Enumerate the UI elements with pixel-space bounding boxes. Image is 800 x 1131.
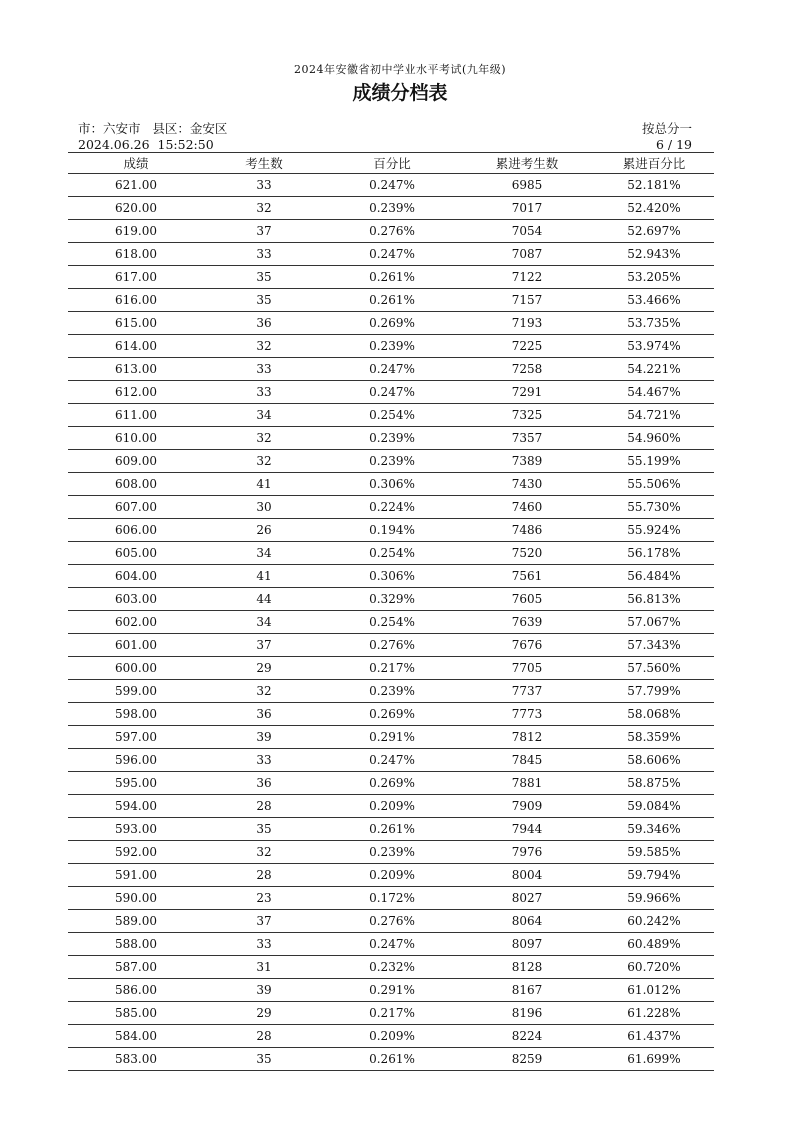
score-cell: 593.00 <box>115 822 157 836</box>
score-cell: 616.00 <box>115 293 157 307</box>
score-cell: 614.00 <box>115 339 157 353</box>
cumulative-count-cell: 7291 <box>511 385 543 399</box>
cumulative-count-cell: 8167 <box>511 983 543 997</box>
score-cell: 609.00 <box>115 454 157 468</box>
cumulative-count-cell: 7054 <box>511 224 543 238</box>
table-row <box>68 841 714 864</box>
score-cell: 612.00 <box>115 385 157 399</box>
table-row <box>68 312 714 335</box>
cumulative-percent-cell: 52.943% <box>627 247 681 261</box>
cumulative-count-cell: 8004 <box>511 868 543 882</box>
table-row <box>68 174 714 197</box>
cumulative-percent-cell: 55.199% <box>627 454 681 468</box>
cumulative-count-cell: 7325 <box>511 408 543 422</box>
score-cell: 605.00 <box>115 546 157 560</box>
percent-cell: 0.247% <box>369 937 415 951</box>
count-cell: 37 <box>256 914 272 928</box>
score-cell: 586.00 <box>115 983 157 997</box>
table-row <box>68 864 714 887</box>
column-header-cumulative-count: 累进考生数 <box>495 156 559 171</box>
percent-cell: 0.261% <box>369 822 415 836</box>
cumulative-percent-cell: 57.560% <box>627 661 681 675</box>
cumulative-percent-cell: 54.721% <box>627 408 681 422</box>
cumulative-percent-cell: 53.974% <box>627 339 681 353</box>
count-cell: 35 <box>256 822 272 836</box>
cumulative-count-cell: 7705 <box>511 661 543 675</box>
cumulative-percent-cell: 59.966% <box>627 891 681 905</box>
table-row <box>68 358 714 381</box>
cumulative-count-cell: 7430 <box>511 477 543 491</box>
cumulative-count-cell: 8259 <box>511 1052 543 1066</box>
count-cell: 29 <box>256 661 272 675</box>
count-cell: 34 <box>256 546 272 560</box>
cumulative-count-cell: 8027 <box>511 891 543 905</box>
cumulative-percent-cell: 54.960% <box>627 431 681 445</box>
score-cell: 584.00 <box>115 1029 157 1043</box>
count-cell: 32 <box>256 339 272 353</box>
cumulative-count-cell: 7157 <box>511 293 543 307</box>
score-cell: 613.00 <box>115 362 157 376</box>
percent-cell: 0.306% <box>369 569 415 583</box>
table-row <box>68 588 714 611</box>
count-cell: 28 <box>256 1029 272 1043</box>
table-row <box>68 404 714 427</box>
cumulative-count-cell: 8196 <box>511 1006 543 1020</box>
table-row <box>68 381 714 404</box>
count-cell: 32 <box>256 684 272 698</box>
score-cell: 589.00 <box>115 914 157 928</box>
count-cell: 44 <box>256 592 272 606</box>
cumulative-percent-cell: 57.799% <box>627 684 681 698</box>
cumulative-count-cell: 7676 <box>511 638 543 652</box>
percent-cell: 0.209% <box>369 1029 415 1043</box>
cumulative-percent-cell: 61.437% <box>627 1029 681 1043</box>
cumulative-percent-cell: 60.720% <box>627 960 681 974</box>
cumulative-percent-cell: 54.467% <box>627 385 681 399</box>
cumulative-percent-cell: 53.466% <box>627 293 681 307</box>
table-row <box>68 818 714 841</box>
percent-cell: 0.239% <box>369 845 415 859</box>
cumulative-percent-cell: 52.181% <box>627 178 681 192</box>
score-cell: 607.00 <box>115 500 157 514</box>
cumulative-count-cell: 7017 <box>511 201 543 215</box>
count-cell: 32 <box>256 454 272 468</box>
percent-cell: 0.209% <box>369 868 415 882</box>
cumulative-count-cell: 8064 <box>511 914 543 928</box>
score-cell: 598.00 <box>115 707 157 721</box>
cumulative-percent-cell: 58.875% <box>627 776 681 790</box>
column-header-count: 考生数 <box>245 156 283 171</box>
cumulative-count-cell: 8128 <box>511 960 543 974</box>
table-row <box>68 910 714 933</box>
table-row <box>68 657 714 680</box>
count-cell: 37 <box>256 638 272 652</box>
count-cell: 33 <box>256 178 272 192</box>
table-row <box>68 450 714 473</box>
score-cell: 618.00 <box>115 247 157 261</box>
table-row <box>68 772 714 795</box>
table-row <box>68 933 714 956</box>
percent-cell: 0.291% <box>369 983 415 997</box>
cumulative-count-cell: 7812 <box>511 730 543 744</box>
table-row <box>68 519 714 542</box>
cumulative-count-cell: 6985 <box>511 178 543 192</box>
score-cell: 608.00 <box>115 477 157 491</box>
count-cell: 29 <box>256 1006 272 1020</box>
score-cell: 587.00 <box>115 960 157 974</box>
cumulative-percent-cell: 56.178% <box>627 546 681 560</box>
score-cell: 599.00 <box>115 684 157 698</box>
percent-cell: 0.329% <box>369 592 415 606</box>
cumulative-count-cell: 7561 <box>511 569 543 583</box>
count-cell: 23 <box>256 891 272 905</box>
count-cell: 28 <box>256 799 272 813</box>
count-cell: 33 <box>256 753 272 767</box>
table-row <box>68 220 714 243</box>
table-row <box>68 956 714 979</box>
table-row <box>68 335 714 358</box>
score-cell: 620.00 <box>115 201 157 215</box>
table-row <box>68 726 714 749</box>
cumulative-percent-cell: 57.343% <box>627 638 681 652</box>
cumulative-percent-cell: 54.221% <box>627 362 681 376</box>
score-cell: 583.00 <box>115 1052 157 1066</box>
percent-cell: 0.217% <box>369 661 415 675</box>
count-cell: 35 <box>256 293 272 307</box>
table-row <box>68 289 714 312</box>
table-row <box>68 1048 714 1071</box>
column-header-percent: 百分比 <box>373 156 411 171</box>
percent-cell: 0.269% <box>369 707 415 721</box>
cumulative-percent-cell: 52.697% <box>627 224 681 238</box>
percent-cell: 0.254% <box>369 408 415 422</box>
percent-cell: 0.217% <box>369 1006 415 1020</box>
count-cell: 41 <box>256 477 272 491</box>
percent-cell: 0.239% <box>369 431 415 445</box>
percent-cell: 0.276% <box>369 914 415 928</box>
count-cell: 28 <box>256 868 272 882</box>
count-cell: 36 <box>256 707 272 721</box>
table-row <box>68 197 714 220</box>
percent-cell: 0.261% <box>369 270 415 284</box>
percent-cell: 0.224% <box>369 500 415 514</box>
column-header-score: 成绩 <box>123 156 149 171</box>
cumulative-percent-cell: 58.606% <box>627 753 681 767</box>
column-header-cumulative-percent: 累进百分比 <box>622 156 686 171</box>
score-cell: 615.00 <box>115 316 157 330</box>
count-cell: 34 <box>256 408 272 422</box>
cumulative-percent-cell: 53.205% <box>627 270 681 284</box>
page-number: 6 / 19 <box>655 137 692 152</box>
cumulative-count-cell: 7258 <box>511 362 543 376</box>
cumulative-count-cell: 7389 <box>511 454 543 468</box>
count-cell: 33 <box>256 247 272 261</box>
count-cell: 36 <box>256 316 272 330</box>
score-cell: 601.00 <box>115 638 157 652</box>
percent-cell: 0.306% <box>369 477 415 491</box>
score-cell: 602.00 <box>115 615 157 629</box>
count-cell: 35 <box>256 1052 272 1066</box>
cumulative-count-cell: 7460 <box>511 500 543 514</box>
cumulative-percent-cell: 61.012% <box>627 983 681 997</box>
cumulative-percent-cell: 57.067% <box>627 615 681 629</box>
cumulative-percent-cell: 59.794% <box>627 868 681 882</box>
cumulative-count-cell: 8097 <box>511 937 543 951</box>
cumulative-count-cell: 7845 <box>511 753 543 767</box>
score-cell: 595.00 <box>115 776 157 790</box>
score-cell: 617.00 <box>115 270 157 284</box>
count-cell: 39 <box>256 983 272 997</box>
cumulative-count-cell: 7881 <box>511 776 543 790</box>
table-row <box>68 795 714 818</box>
count-cell: 39 <box>256 730 272 744</box>
cumulative-count-cell: 7486 <box>511 523 543 537</box>
percent-cell: 0.276% <box>369 638 415 652</box>
cumulative-count-cell: 7944 <box>511 822 543 836</box>
table-row <box>68 427 714 450</box>
percent-cell: 0.261% <box>369 1052 415 1066</box>
percent-cell: 0.172% <box>369 891 415 905</box>
cumulative-count-cell: 7357 <box>511 431 543 445</box>
cumulative-count-cell: 7737 <box>511 684 543 698</box>
count-cell: 41 <box>256 569 272 583</box>
percent-cell: 0.276% <box>369 224 415 238</box>
sort-label: 按总分一 <box>641 121 692 136</box>
table-row <box>68 565 714 588</box>
percent-cell: 0.269% <box>369 316 415 330</box>
cumulative-count-cell: 7909 <box>511 799 543 813</box>
cumulative-count-cell: 7087 <box>511 247 543 261</box>
cumulative-percent-cell: 52.420% <box>627 201 681 215</box>
count-cell: 36 <box>256 776 272 790</box>
percent-cell: 0.261% <box>369 293 415 307</box>
table-header-row <box>68 153 714 174</box>
cumulative-count-cell: 7225 <box>511 339 543 353</box>
count-cell: 37 <box>256 224 272 238</box>
cumulative-percent-cell: 61.228% <box>627 1006 681 1020</box>
cumulative-percent-cell: 53.735% <box>627 316 681 330</box>
cumulative-count-cell: 7639 <box>511 615 543 629</box>
score-cell: 597.00 <box>115 730 157 744</box>
percent-cell: 0.239% <box>369 339 415 353</box>
cumulative-count-cell: 7193 <box>511 316 543 330</box>
table-row <box>68 611 714 634</box>
table-row <box>68 496 714 519</box>
percent-cell: 0.254% <box>369 615 415 629</box>
count-cell: 33 <box>256 362 272 376</box>
score-cell: 585.00 <box>115 1006 157 1020</box>
score-cell: 592.00 <box>115 845 157 859</box>
cumulative-percent-cell: 59.585% <box>627 845 681 859</box>
cumulative-percent-cell: 60.489% <box>627 937 681 951</box>
percent-cell: 0.247% <box>369 178 415 192</box>
count-cell: 33 <box>256 385 272 399</box>
score-cell: 610.00 <box>115 431 157 445</box>
print-datetime: 2024.06.26 15:52:50 <box>78 137 214 152</box>
score-cell: 590.00 <box>115 891 157 905</box>
percent-cell: 0.291% <box>369 730 415 744</box>
table-row <box>68 680 714 703</box>
table-row <box>68 887 714 910</box>
percent-cell: 0.239% <box>369 684 415 698</box>
cumulative-count-cell: 7976 <box>511 845 543 859</box>
cumulative-percent-cell: 59.084% <box>627 799 681 813</box>
count-cell: 26 <box>256 523 272 537</box>
score-cell: 604.00 <box>115 569 157 583</box>
count-cell: 33 <box>256 937 272 951</box>
cumulative-count-cell: 8224 <box>511 1029 543 1043</box>
score-cell: 596.00 <box>115 753 157 767</box>
percent-cell: 0.194% <box>369 523 415 537</box>
cumulative-percent-cell: 56.484% <box>627 569 681 583</box>
percent-cell: 0.269% <box>369 776 415 790</box>
table-row <box>68 749 714 772</box>
cumulative-percent-cell: 55.924% <box>627 523 681 537</box>
table-row <box>68 473 714 496</box>
cumulative-percent-cell: 55.730% <box>627 500 681 514</box>
count-cell: 32 <box>256 201 272 215</box>
count-cell: 34 <box>256 615 272 629</box>
document-title: 成绩分档表 <box>352 82 448 104</box>
cumulative-count-cell: 7520 <box>511 546 543 560</box>
table-row <box>68 1025 714 1048</box>
score-cell: 621.00 <box>115 178 157 192</box>
count-cell: 31 <box>256 960 272 974</box>
cumulative-percent-cell: 58.068% <box>627 707 681 721</box>
region-label: 市：六安市 县区：金安区 <box>78 121 228 136</box>
table-row <box>68 1002 714 1025</box>
score-table <box>68 152 714 1071</box>
table-row <box>68 266 714 289</box>
table-row <box>68 634 714 657</box>
count-cell: 32 <box>256 845 272 859</box>
cumulative-percent-cell: 58.359% <box>627 730 681 744</box>
table-row <box>68 243 714 266</box>
score-cell: 619.00 <box>115 224 157 238</box>
score-cell: 611.00 <box>115 408 157 422</box>
score-cell: 591.00 <box>115 868 157 882</box>
percent-cell: 0.247% <box>369 385 415 399</box>
score-cell: 594.00 <box>115 799 157 813</box>
percent-cell: 0.247% <box>369 753 415 767</box>
cumulative-count-cell: 7122 <box>511 270 543 284</box>
table-row <box>68 542 714 565</box>
cumulative-count-cell: 7605 <box>511 592 543 606</box>
percent-cell: 0.209% <box>369 799 415 813</box>
percent-cell: 0.247% <box>369 362 415 376</box>
cumulative-percent-cell: 59.346% <box>627 822 681 836</box>
percent-cell: 0.247% <box>369 247 415 261</box>
cumulative-count-cell: 7773 <box>511 707 543 721</box>
score-cell: 600.00 <box>115 661 157 675</box>
score-cell: 606.00 <box>115 523 157 537</box>
score-cell: 588.00 <box>115 937 157 951</box>
count-cell: 30 <box>256 500 272 514</box>
cumulative-percent-cell: 60.242% <box>627 914 681 928</box>
cumulative-percent-cell: 55.506% <box>627 477 681 491</box>
percent-cell: 0.239% <box>369 201 415 215</box>
cumulative-percent-cell: 61.699% <box>627 1052 681 1066</box>
count-cell: 35 <box>256 270 272 284</box>
table-row <box>68 703 714 726</box>
percent-cell: 0.239% <box>369 454 415 468</box>
count-cell: 32 <box>256 431 272 445</box>
table-row <box>68 979 714 1002</box>
percent-cell: 0.232% <box>369 960 415 974</box>
score-cell: 603.00 <box>115 592 157 606</box>
percent-cell: 0.254% <box>369 546 415 560</box>
cumulative-percent-cell: 56.813% <box>627 592 681 606</box>
document-subtitle: 2024年安徽省初中学业水平考试(九年级) <box>293 63 507 76</box>
